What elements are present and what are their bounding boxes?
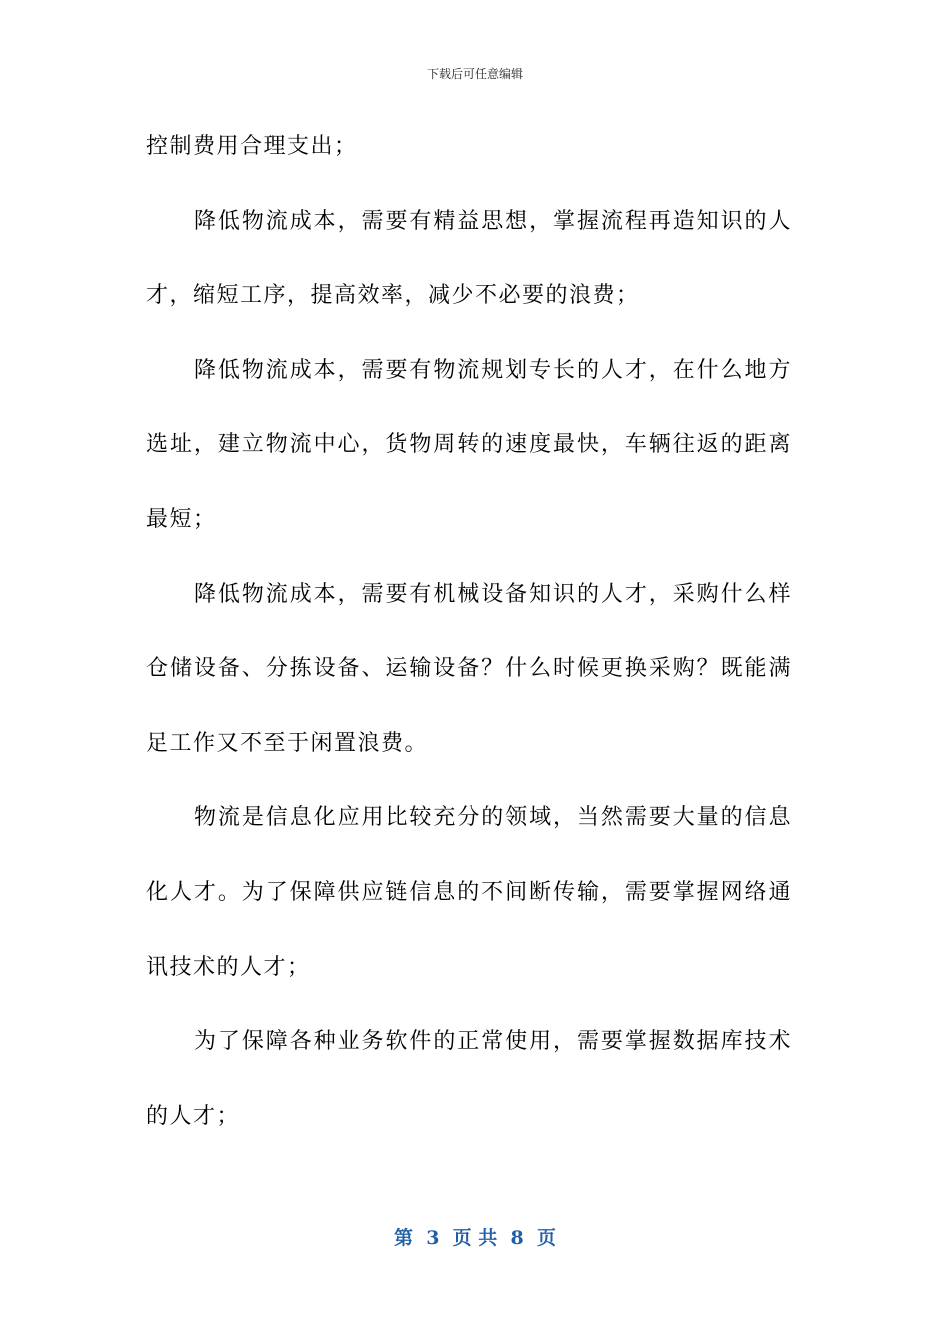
- paragraph: 为了保障各种业务软件的正常使用，需要掌握数据库技术的人才；: [146, 1029, 792, 1129]
- paragraph: 控制费用合理支出；: [146, 134, 358, 159]
- paragraph: 降低物流成本，需要有精益思想，掌握流程再造知识的人才，缩短工序，提高效率，减少不必要的浪费；: [146, 208, 792, 309]
- paragraph: 物流是信息化应用比较充分的领域，当然需要大量的信息化人才。为了保障供应链信息的不间断传输，需要掌握网络通讯技术的人才；: [146, 805, 792, 980]
- paragraph: 降低物流成本，需要有机械设备知识的人才，采购什么样仓储设备、分拣设备、运输设备？什么时候更换采购？既能满足工作又不至于闲置浪费。: [146, 581, 792, 756]
- header-note: 下载后可任意编辑: [426, 67, 523, 81]
- page-number: 第 3 页 共 8 页: [394, 1227, 556, 1249]
- document-body: [146, 110, 792, 1154]
- paragraph: 降低物流成本，需要有物流规划专长的人才，在什么地方选址，建立物流中心，货物周转的速度最快，车辆往返的距离最短；: [146, 357, 792, 532]
